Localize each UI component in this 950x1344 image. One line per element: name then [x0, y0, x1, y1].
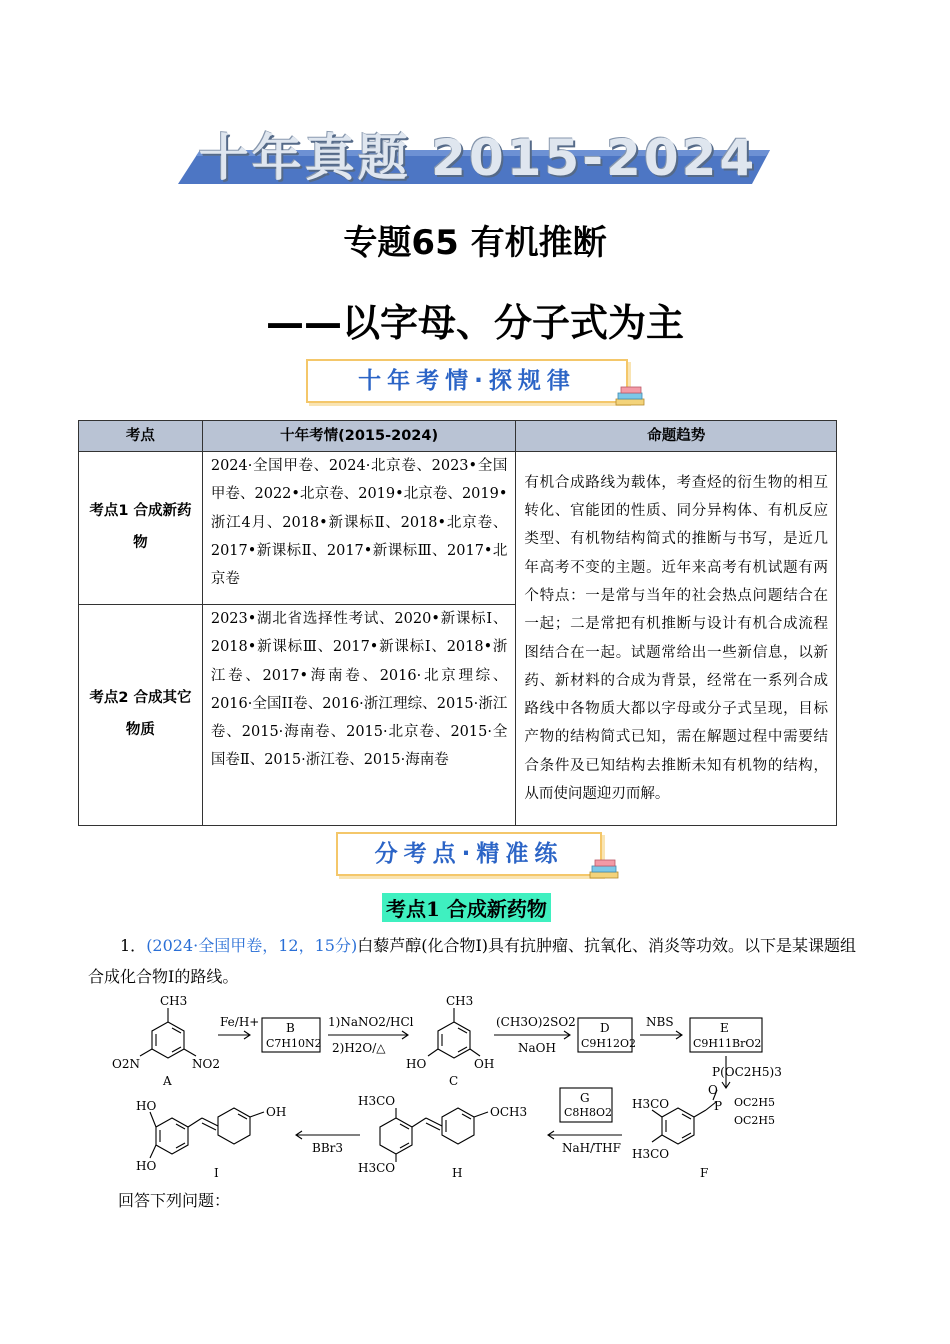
table-header: 十年考情(2015-2024): [202, 421, 516, 452]
substituent: OH: [474, 1057, 495, 1071]
table-header: 命题趋势: [516, 421, 837, 452]
substituent: H3CO: [632, 1147, 670, 1161]
ring-a: [152, 1022, 184, 1058]
box-letter: B: [286, 1021, 295, 1035]
substituent: NO2: [192, 1057, 220, 1071]
substituent: CH3: [446, 994, 474, 1008]
ring-i2: [218, 1108, 250, 1144]
substituent: O: [708, 1083, 718, 1097]
table-header-row: [79, 421, 837, 452]
box-formula: C8H8O2: [564, 1106, 613, 1119]
ring-h1: [380, 1118, 412, 1154]
reagent: NaH/THF: [562, 1141, 621, 1155]
synthesis-scheme: [100, 990, 800, 1190]
substituent: H3CO: [632, 1097, 670, 1111]
reagent: BBr3: [312, 1141, 344, 1155]
section-heading: 考点1 合成新药物: [382, 893, 551, 922]
box-letter: G: [580, 1091, 590, 1105]
box-formula: C7H10N2: [266, 1037, 322, 1050]
box-formula: C9H11BrO2: [693, 1037, 762, 1050]
section-label-trends-text: 十年考情·探规律: [358, 368, 576, 394]
exam-point-cell: 考点1 合成新药物: [79, 452, 203, 605]
substituent: HO: [136, 1099, 157, 1113]
question-number: 1．: [120, 936, 147, 955]
banner-title: 十年真题 2015-2024: [198, 129, 758, 187]
exam-years-cell: 2024·全国甲卷、2024·北京卷、2023•全国甲卷、2022•北京卷、2019•北京卷、2019•浙江4月、2018•新课标Ⅱ、2018•北京卷、2017•新课标Ⅱ、2017•新课标Ⅲ、2017•北京卷: [202, 452, 516, 605]
section-label-trends: [306, 359, 628, 403]
exam-years-cell: 2023•湖北省选择性考试、2020•新课标Ⅰ、2018•新课标Ⅲ、2017•新课标Ⅰ、2018•浙江卷、2017•海南卷、2016·北京理综、2016·全国II卷、2016·浙江理综、2015·浙江卷、2015·海南卷、2015·北京卷、2015·全国卷Ⅱ、2015·浙江卷、2015·海南卷: [202, 605, 516, 826]
box-letter: D: [600, 1021, 610, 1035]
compound-label: A: [163, 1074, 172, 1088]
substituent: P: [714, 1099, 723, 1113]
compound-label: F: [700, 1166, 709, 1180]
table-header: 考点: [79, 421, 203, 452]
box-formula: C9H12O2: [581, 1037, 637, 1050]
compound-label: I: [214, 1166, 219, 1180]
trend-cell: 有机合成路线为载体，考查烃的衍生物的相互转化、官能团的性质、同分异构体、有机反应类型、有机物结构简式的推断与书写，是近几年高考不变的主题。近年来高考有机试题有两个特点：一是常与当年的社会热点问题结合在一起；二是常把有机推断与设计有机合成流程图结合在一起。试题常给出一些新信息，以新药、新材料的合成为背景，经常在一系列合成路线中各物质大都以字母或分子式呈现，目标产物的结构简式已知，需在解题过程中需要结合条件及已知结构去推断未知有机物的结构，从而使问题迎刃而解。: [516, 452, 837, 826]
ring-i1: [156, 1118, 188, 1154]
substituent: CH3: [160, 994, 188, 1008]
substituent: O2N: [112, 1057, 140, 1071]
ring-c: [438, 1022, 470, 1058]
reagent: 2)H2O/△: [332, 1041, 386, 1055]
substituent: OC2H5: [734, 1114, 776, 1127]
question-text: 白藜芦醇(化合物I)具有抗肿瘤、抗氧化、消炎等功效。以下是某课题组合成化合物I的路线。: [88, 936, 857, 986]
answer-prompt: 回答下列问题：: [118, 1191, 231, 1210]
substituent: H3CO: [358, 1094, 396, 1108]
section-label-practice: [336, 832, 602, 876]
question-1: [88, 930, 858, 992]
books-icon: [588, 858, 620, 880]
page-title: 专题65 有机推断: [343, 223, 607, 263]
substituent: OC2H5: [734, 1096, 776, 1109]
question-source: (2024·全国甲卷，12，15分): [146, 936, 358, 955]
substituent: HO: [136, 1159, 157, 1173]
substituent: H3CO: [358, 1161, 396, 1175]
exam-point-cell: 考点2 合成其它物质: [79, 605, 203, 826]
page-subtitle: ——以字母、分子式为主: [265, 301, 684, 345]
reagent: (CH3O)2SO2: [496, 1015, 576, 1029]
table-row: [79, 452, 837, 605]
reagent: P(OC2H5)3: [712, 1065, 782, 1079]
exam-trend-table: [78, 420, 837, 826]
substituent: OH: [266, 1105, 287, 1119]
ring-f: [662, 1108, 694, 1144]
substituent: OCH3: [490, 1105, 528, 1119]
books-icon: [614, 385, 646, 407]
banner: [178, 118, 778, 188]
substituent: HO: [406, 1057, 427, 1071]
box-letter: E: [720, 1021, 729, 1035]
compound-label: C: [449, 1074, 459, 1088]
reagent: Fe/H+: [220, 1015, 260, 1029]
reagent: NaOH: [518, 1041, 556, 1055]
reagent: NBS: [646, 1015, 674, 1029]
reagent: 1)NaNO2/HCl: [328, 1015, 414, 1029]
ring-h2: [442, 1108, 474, 1144]
compound-label: H: [452, 1166, 463, 1180]
section-label-practice-text: 分考点·精准练: [374, 841, 564, 867]
